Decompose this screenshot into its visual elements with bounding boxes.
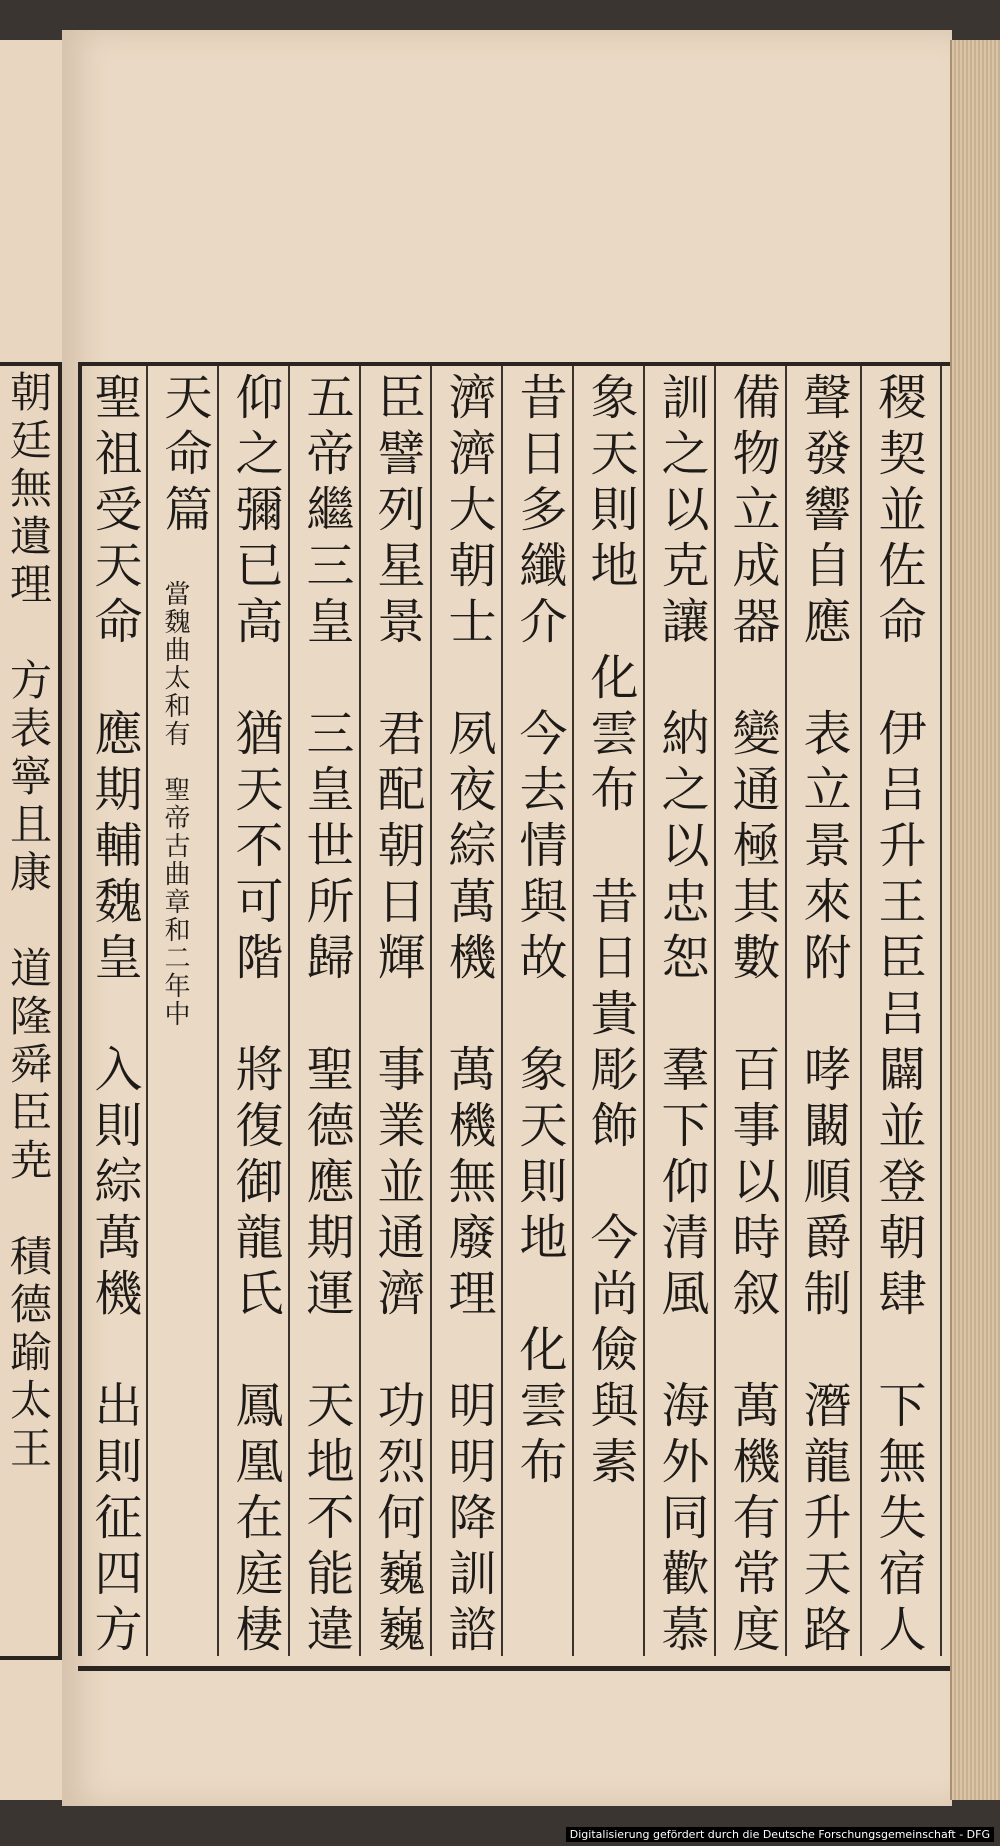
text-column: 天命篇 xyxy=(156,372,212,540)
column-rule xyxy=(940,366,942,1656)
text-column: 聲發響自應 表立景來附 哮闞順爵制 潛龍升天路 xyxy=(795,372,851,1660)
text-column: 五帝繼三皇 三皇世所歸 聖德應期運 天地不能違 xyxy=(298,372,354,1660)
text-column: 象天則地 化雲布 昔日貴彫飾 今尚儉與素 xyxy=(582,372,638,1492)
text-column: 臣譬列星景 君配朝日輝 事業並通濟 功烈何巍巍 xyxy=(369,372,425,1660)
text-column: 聖祖受天命 應期輔魏皇 入則綜萬機 出則征四方 xyxy=(86,372,142,1660)
text-column: 訓之以克讓 納之以忠恕 羣下仰清風 海外同歡慕 xyxy=(653,372,709,1660)
annotation-note: 當魏曲太和有 聖帝古曲章和二年中 xyxy=(160,580,190,1028)
text-column: 稷契並佐命 伊吕升王臣吕闢並登朝肆 下無失宿人 xyxy=(870,372,926,1660)
dfg-credit: Digitalisierung gefördert durch die Deutsche Forschungsgemeinschaft - DFG xyxy=(566,1827,994,1842)
text-column: 仰之彌已高 猶天不可階 將復御龍氏 鳳凰在庭棲 xyxy=(227,372,283,1660)
page-edges xyxy=(950,40,1000,1800)
text-column: 濟濟大朝士 夙夜綜萬機 萬機無廢理 明明降訓諮 xyxy=(440,372,496,1660)
left-page-column: 朝廷無遺理 方表寧且康 道隆舜臣尭 積德踰太王 xyxy=(4,370,53,1474)
text-column: 昔日多纖介 今去情與故 象天則地 化雲布 xyxy=(511,372,567,1492)
text-column: 備物立成器 變通極其數 百事以時叙 萬機有常度 xyxy=(724,372,780,1660)
